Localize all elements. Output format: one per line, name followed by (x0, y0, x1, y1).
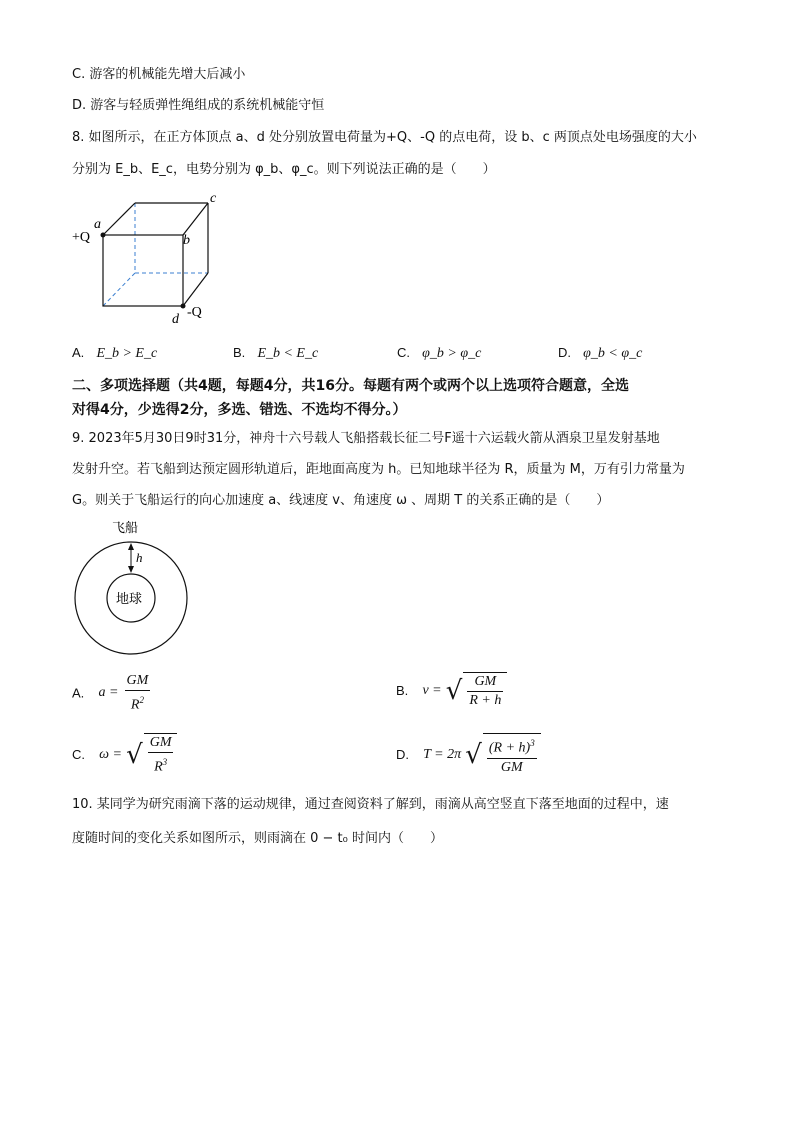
q9-stem-line-2: 发射升空。若飞船到达预定圆形轨道后，距地面高度为 h。已知地球半径为 R，质量为 M，万有引力常量为 (72, 462, 685, 477)
vertex-c-label: c (210, 191, 217, 206)
q8-option-d: D. φ_b < φ_c (558, 345, 643, 361)
minus-q-label: -Q (187, 305, 202, 320)
q9-d-fraction: $\frac{(R + h)^3}{GM}$ (487, 734, 537, 777)
q9-b-fraction: $\frac{GM}{R + h}$ (469, 674, 502, 708)
sqrt-symbol: √ (126, 739, 143, 770)
q8-option-b: B. E_b < E_c (233, 345, 319, 361)
q9-a-fraction: $\frac{GM}{R^2}$ (126, 673, 149, 713)
q9-stem-line-1: 9. 2023年5月30日9时31分，神舟十六号载人飞船搭载长征二号F遥十六运载火箭从酒泉卫星发射基地 (72, 431, 660, 446)
section2-heading-line-2: 对得4分，少选得2分，多选、错选、不选均不得分。） (72, 402, 407, 418)
q8-cube-figure (68, 188, 238, 328)
q9-option-c: C. ω = √ $\frac{GM}{R^3}$ (72, 733, 177, 777)
q9-option-d: D. T = 2π √ $\frac{(R + h)^3}{GM}$ (396, 733, 541, 777)
vertex-d-label: d (172, 312, 179, 327)
plus-q-label: +Q (72, 230, 91, 245)
earth-label: 地球 (116, 591, 143, 606)
spaceship-label: 飞船 (112, 520, 139, 535)
q9-option-b: B. v = √ $\frac{GM}{R + h}$ (396, 672, 507, 710)
q8-option-c: C. φ_b > φ_c (397, 345, 482, 361)
q9-stem-line-3: G。则关于飞船运行的向心加速度 a、线速度 v、角速度 ω 、周期 T 的关系正确的是（ ） (72, 493, 610, 508)
height-h-label: h (136, 550, 143, 565)
q8-option-b-expr: E_b < E_c (257, 346, 319, 361)
q8-option-c-expr: φ_b > φ_c (422, 346, 482, 361)
q7-option-c: C. 游客的机械能先增大后减小 (72, 67, 246, 82)
sqrt-symbol: √ (465, 739, 482, 770)
vertex-a-label: a (94, 217, 101, 232)
q8-option-d-expr: φ_b < φ_c (583, 346, 643, 361)
q8-stem-line-2: 分别为 E_b、E_c，电势分别为 φ_b、φ_c。则下列说法正确的是（ ） (72, 162, 496, 177)
q9-orbit-figure (70, 516, 195, 656)
q8-option-a: A. E_b > E_c (72, 345, 158, 361)
sqrt-symbol: √ (445, 676, 463, 706)
q10-stem-line-2: 度随时间的变化关系如图所示，则雨滴在 0 − t₀ 时间内（ ） (72, 831, 444, 846)
q8-option-a-expr: E_b > E_c (96, 346, 158, 361)
q10-stem-line-1: 10. 某同学为研究雨滴下落的运动规律，通过查阅资料了解到，雨滴从高空竖直下落至地面的过程中，速 (72, 797, 669, 812)
section2-heading-line-1: 二、多项选择题（共4题，每题4分，共16分。每题有两个或两个以上选项符合题意，全选 (72, 378, 629, 394)
q8-stem-line-1: 8. 如图所示，在正方体顶点 a、d 处分别放置电荷量为+Q、-Q 的点电荷，设 b、c 两顶点处电场强度的大小 (72, 130, 697, 145)
q9-option-a: A. a = $\frac{GM}{R^2}$ (72, 673, 149, 713)
q9-c-fraction: $\frac{GM}{R^3}$ (149, 735, 172, 775)
q7-option-d: D. 游客与轻质弹性绳组成的系统机械能守恒 (72, 98, 325, 113)
vertex-b-label: b (183, 233, 190, 248)
